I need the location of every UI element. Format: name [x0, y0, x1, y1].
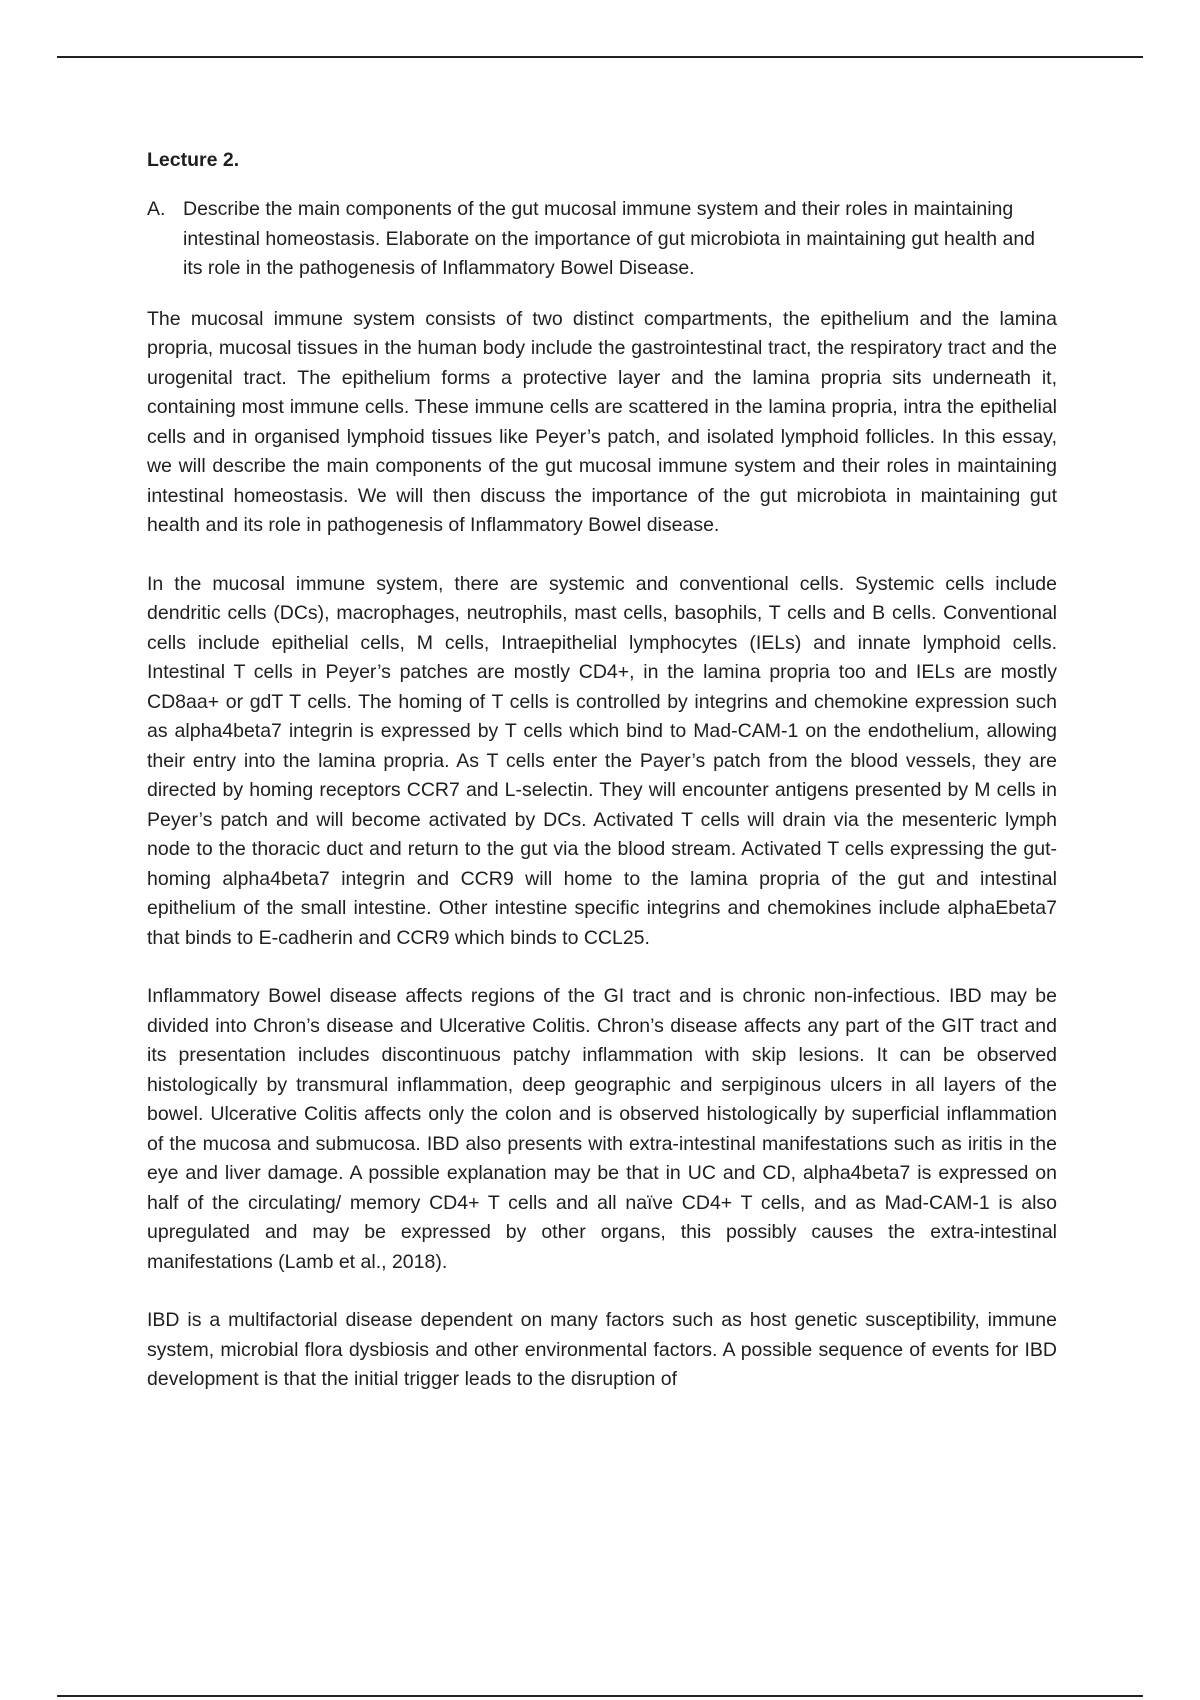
- question-text: Describe the main components of the gut mucosal immune system and their roles in maintaining intestinal homeostasis. Elaborate on the importance of gut microbiota in maintaining gut health and its role in the pathogenesis of Inflammatory Bowel Disease.: [183, 198, 1036, 279]
- paragraph-intro: The mucosal immune system consists of two distinct compartments, the epithelium and the lamina propria, mucosal tissues in the human body include the gastrointestinal tract, the respiratory tract and the urogenital tract. The epithelium forms a protective layer and the lamina propria sits underneath it, containing most immune cells. These immune cells are scattered in the lamina propria, intra the epithelial cells and in organised lymphoid tissues like Peyer’s patch, and isolated lymphoid follicles. In this essay, we will describe the main components of the gut mucosal immune system and their roles in maintaining intestinal homeostasis. We will then discuss the importance of the gut microbiota in maintaining gut health and its role in pathogenesis of Inflammatory Bowel disease.: [147, 307, 1057, 536]
- paragraph-immune-cells: In the mucosal immune system, there are systemic and conventional cells. Systemic cells include dendritic cells (DCs), macrophages, neutrophils, mast cells, basophils, T cells and B cells. Conventional cells include epithelial cells, M cells, Intraepithelial lymphocytes (IELs) and innate lymphoid cells. Intestinal T cells in Peyer’s patches are mostly CD4+, in the lamina propria too and IELs are mostly CD8aa+ or gdT T cells. The homing of T cells is controlled by integrins and chemokine expression such as alpha4beta7 integrin is expressed by T cells which bind to Mad-CAM-1 on the endothelium, allowing their entry into the lamina propria. As T cells enter the Payer’s patch from the blood vessels, they are directed by homing receptors CCR7 and L-selectin. They will encounter antigens presented by M cells in Peyer’s patch and will become activated by DCs. Activated T cells will drain via the mesenteric lymph node to the thoracic duct and return to the gut via the blood stream. Activated T cells expressing the gut-homing alpha4beta7 integrin and CCR9 will home to the lamina propria of the gut and intestinal epithelium of the small intestine. Other intestine specific integrins and chemokines include alphaEbeta7 that binds to E-cadherin and CCR9 which binds to CCL25.: [147, 572, 1057, 949]
- lecture-heading: Lecture 2.: [147, 149, 240, 171]
- paragraph-ibd: Inflammatory Bowel disease affects regions of the GI tract and is chronic non-infectious. IBD may be divided into Chron’s disease and Ulcerative Colitis. Chron’s disease affects any part of the GIT tract and its presentation includes discontinuous patchy inflammation with skip lesions. It can be observed histologically by transmural inflammation, deep geographic and serpiginous ulcers in all layers of the bowel. Ulcerative Colitis affects only the colon and is observed histologically by superficial inflammation of the mucosa and submucosa. IBD also presents with extra-intestinal manifestations such as iritis in the eye and liver damage. A possible explanation may be that in UC and CD, alpha4beta7 is expressed on half of the circulating/ memory CD4+ T cells and all naïve CD4+ T cells, and as Mad-CAM-1 is also upregulated and may be expressed by other organs, this possibly causes the extra-intestinal manifestations (Lamb et al., 2018).: [147, 985, 1057, 1273]
- paragraph-ibd-factors: IBD is a multifactorial disease dependent on many factors such as host genetic susceptibility, immune system, microbial flora dysbiosis and other environmental factors. A possible sequence of events for IBD development is that the initial trigger leads to the disruption of: [147, 1309, 1057, 1390]
- question-label: A.: [147, 198, 166, 220]
- question-item: [147, 195, 1057, 284]
- document-body: [147, 146, 1057, 1424]
- bottom-rule: [57, 1695, 1143, 1697]
- top-rule: [57, 56, 1143, 58]
